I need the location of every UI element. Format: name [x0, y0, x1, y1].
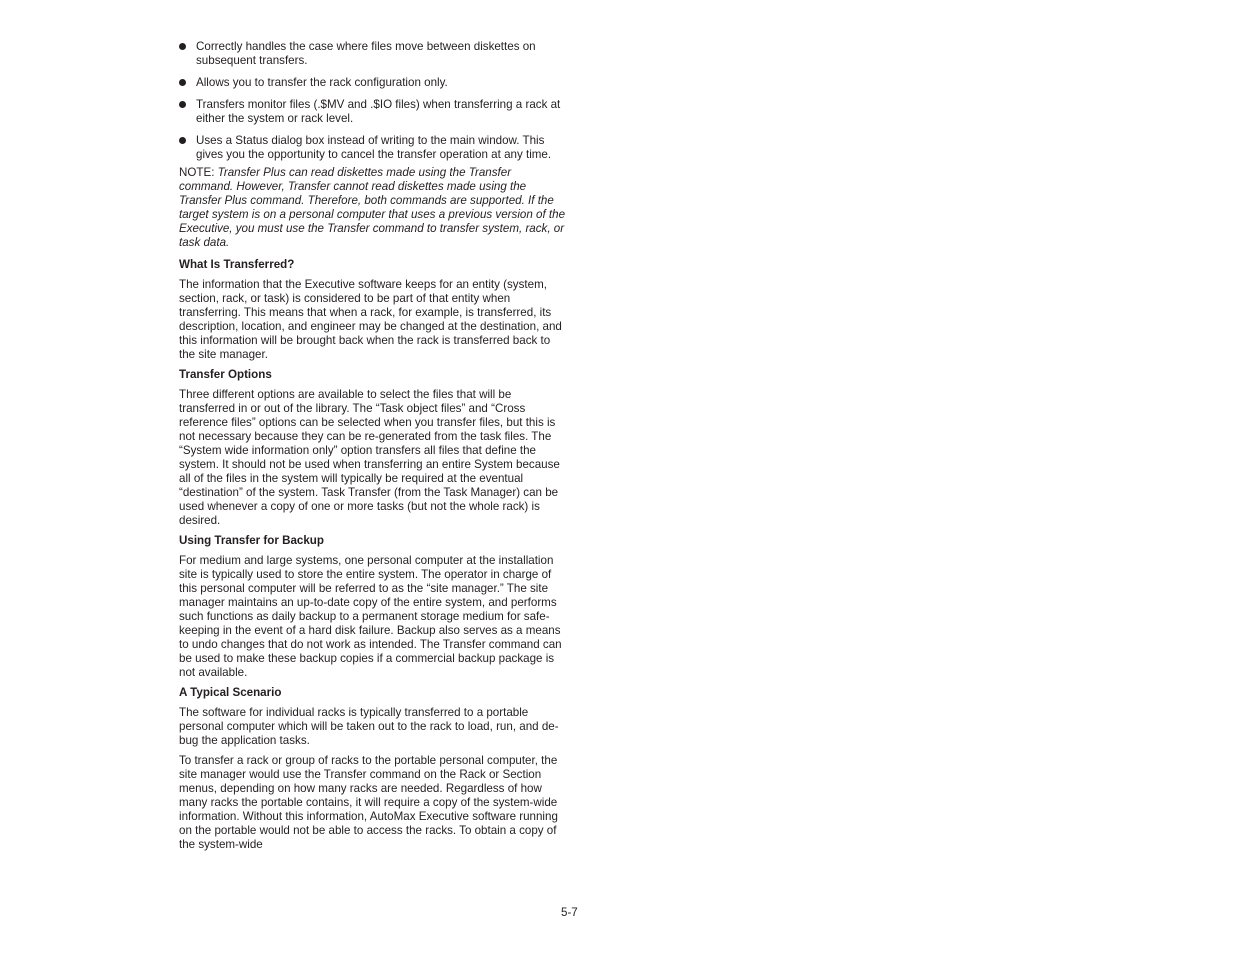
note-label: NOTE: [179, 166, 218, 179]
section-paragraph: Three different options are available to select the files that will be transferred in or out of the library. The “Task object files” and “Cross reference files” options can be selected when you transfer files, but this is not necessary because they can be re-generated from the task files. The “System wide information only” option transfers all files that define the system. It should not be used when transferring an entire System because all of the files in the system will typically be required at the eventual “destination” of the system. Task Transfer (from the Task Manager) can be used whenever a copy of one or more tasks (but not the whole rack) is desired. [179, 388, 560, 527]
page-number: 5-7 [561, 906, 578, 919]
note-paragraph [179, 166, 565, 250]
text-column [179, 40, 565, 858]
bullet-icon [179, 101, 186, 108]
note-text: Transfer Plus can read diskettes made using the Transfer command. However, Transfer cannot read diskettes made using the Transfer Plus command. Therefore, both commands are supported. If the target system is on a personal computer that uses a previous version of the Executive, you must use the Transfer command to transfer system, rack, or task data. [179, 166, 566, 249]
list-item [179, 134, 565, 162]
section-paragraph: The software for individual racks is typically transferred to a portable personal computer which will be taken out to the rack to load, run, and de-bug the application tasks. [179, 706, 559, 747]
section-paragraph: The information that the Executive software keeps for an entity (system, section, rack, or task) is considered to be part of that entity when transferring. This means that when a rack, for example, is transferred, its description, location, and engineer may be changed at the destination, and this information will be brought back when the rack is transferred back to the site manager. [179, 278, 562, 361]
list-item-text: Uses a Status dialog box instead of writing to the main window. This gives you the opportunity to cancel the transfer operation at any time. [196, 134, 552, 161]
list-item [179, 40, 565, 68]
list-item [179, 98, 565, 126]
list-item-text: Correctly handles the case where files move between diskettes on subsequent transfers. [196, 40, 536, 67]
bullet-icon [179, 43, 186, 50]
bullet-icon [179, 79, 186, 86]
section-heading: A Typical Scenario [179, 686, 282, 699]
list-item-text: Allows you to transfer the rack configuration only. [196, 76, 448, 89]
feature-list [179, 40, 565, 162]
bullet-icon [179, 137, 186, 144]
section-heading: What Is Transferred? [179, 258, 295, 271]
section-heading: Using Transfer for Backup [179, 534, 324, 547]
section-paragraph: To transfer a rack or group of racks to the portable personal computer, the site manager would use the Transfer command on the Rack or Section menus, depending on how many racks are needed. Regardless of how many racks the portable contains, it will require a copy of the system-wide information. Without this information, AutoMax Executive software running on the portable would not be able to access the racks. To obtain a copy of the system-wide [179, 754, 558, 851]
list-item-text: Transfers monitor files (.$MV and .$IO files) when transferring a rack at either the system or rack level. [196, 98, 561, 125]
section-heading: Transfer Options [179, 368, 272, 381]
section-paragraph: For medium and large systems, one personal computer at the installation site is typically used to store the entire system. The operator in charge of this personal computer will be referred to as the “site manager.” The site manager maintains an up-to-date copy of the entire system, and performs such functions as daily backup to a permanent storage medium for safe-keeping in the event of a hard disk failure. Backup also serves as a means to undo changes that do not work as intended. The Transfer command can be used to make these backup copies if a commercial backup package is not available. [179, 554, 562, 679]
list-item [179, 76, 565, 90]
